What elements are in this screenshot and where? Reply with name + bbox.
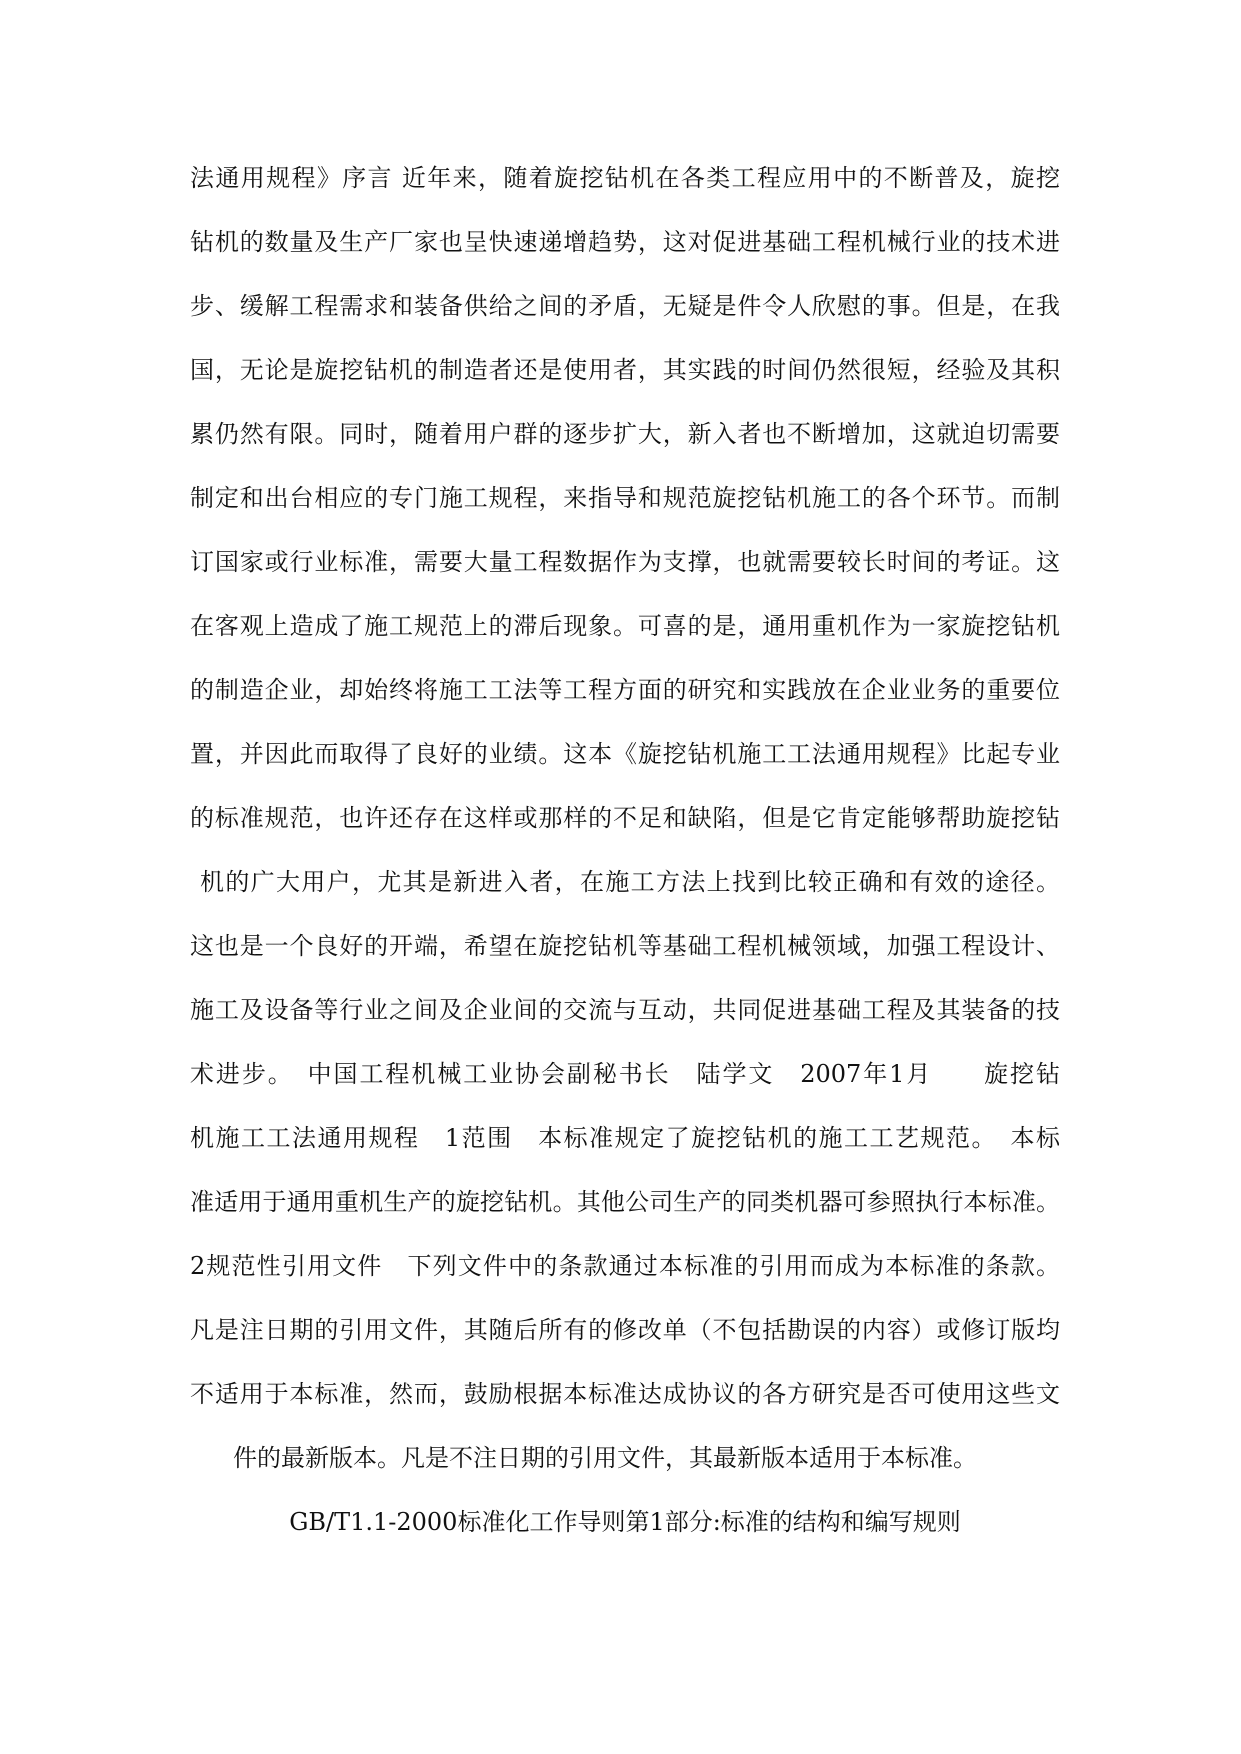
text-line: 步、缓解工程需求和装备供给之间的矛盾，无疑是件令人欣慰的事。但是，在我 xyxy=(190,292,1060,320)
text-line: 置，并因此而取得了良好的业绩。这本《旋挖钻机施工工法通用规程》比起专业 xyxy=(190,740,1060,768)
text-line: 订国家或行业标准，需要大量工程数据作为支撑，也就需要较长时间的考证。这 xyxy=(190,548,1060,576)
text-line: 准适用于通用重机生产的旋挖钻机。其他公司生产的同类机器可参照执行本标准。 xyxy=(190,1188,1060,1216)
text-line: 钻机的数量及生产厂家也呈快速递增趋势，这对促进基础工程机械行业的技术进 xyxy=(190,228,1060,256)
text-line: 的制造企业，却始终将施工工法等工程方面的研究和实践放在企业业务的重要位 xyxy=(190,676,1060,704)
text-line: 术进步。 中国工程机械工业协会副秘书长 陆学文 2007年1月 旋挖钻 xyxy=(190,1060,1060,1088)
text-line: 机的广大用户，尤其是新进入者，在施工方法上找到比较正确和有效的途径。 xyxy=(200,868,1060,896)
text-line: 2规范性引用文件 下列文件中的条款通过本标准的引用而成为本标准的条款。 xyxy=(190,1252,1060,1280)
text-line: 制定和出台相应的专门施工规程，来指导和规范旋挖钻机施工的各个环节。而制 xyxy=(190,484,1060,512)
text-line: 国，无论是旋挖钻机的制造者还是使用者，其实践的时间仍然很短，经验及其积 xyxy=(190,356,1060,384)
text-line: 的标准规范，也许还存在这样或那样的不足和缺陷，但是它肯定能够帮助旋挖钻 xyxy=(190,804,1060,832)
text-line: 在客观上造成了施工规范上的滞后现象。可喜的是，通用重机作为一家旋挖钻机 xyxy=(190,612,1060,640)
reference-standard-line: GB/T1.1-2000标准化工作导则第1部分:标准的结构和编写规则 xyxy=(289,1508,961,1536)
text-line: 不适用于本标准，然而，鼓励根据本标准达成协议的各方研究是否可使用这些文 xyxy=(190,1380,1060,1408)
text-line: 件的最新版本。凡是不注日期的引用文件，其最新版本适用于本标准。 xyxy=(233,1444,977,1472)
text-line: 施工及设备等行业之间及企业间的交流与互动，共同促进基础工程及其装备的技 xyxy=(190,996,1060,1024)
text-line: 凡是注日期的引用文件，其随后所有的修改单（不包括勘误的内容）或修订版均 xyxy=(190,1316,1060,1344)
text-line: 这也是一个良好的开端，希望在旋挖钻机等基础工程机械领域，加强工程设计、 xyxy=(190,932,1060,960)
text-line: 法通用规程》序言 近年来，随着旋挖钻机在各类工程应用中的不断普及，旋挖 xyxy=(190,164,1060,192)
text-line: 机施工工法通用规程 1范围 本标准规定了旋挖钻机的施工工艺规范。 本标 xyxy=(190,1124,1060,1152)
text-line: 累仍然有限。同时，随着用户群的逐步扩大，新入者也不断增加，这就迫切需要 xyxy=(190,420,1060,448)
